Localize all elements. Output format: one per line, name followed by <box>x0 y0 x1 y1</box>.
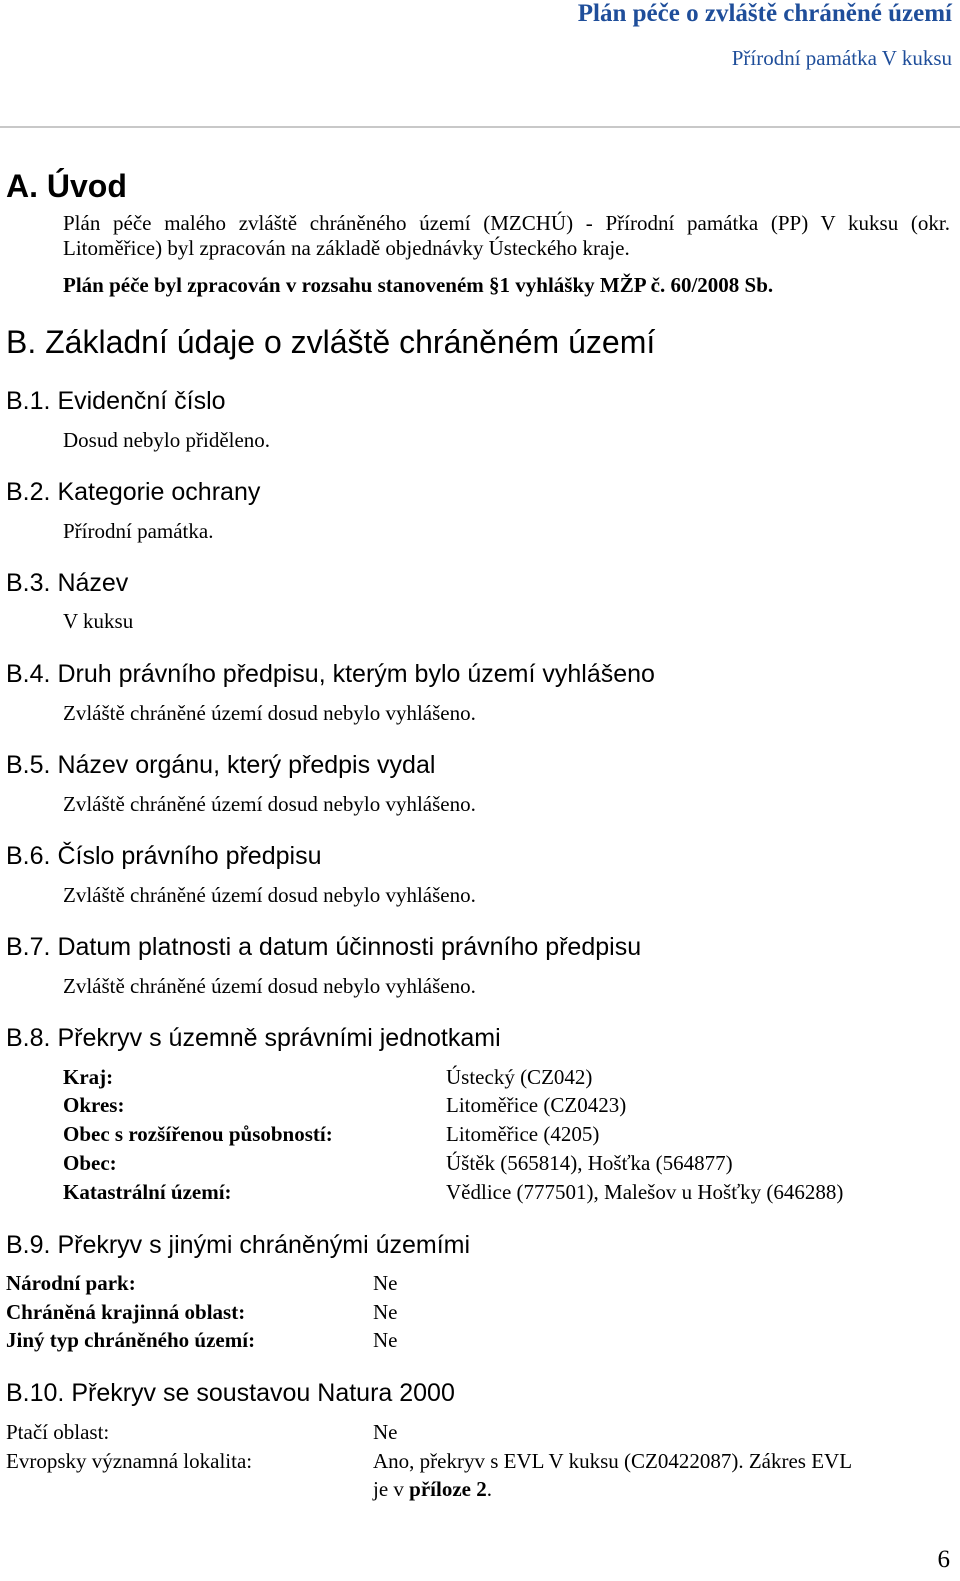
b9-value-chko: Ne <box>373 1300 398 1324</box>
b1-text: Dosud nebylo přiděleno. <box>63 428 271 452</box>
page-number: 6 <box>937 1546 950 1573</box>
b8-value-obec: Úštěk (565814), Hošťka (564877) <box>446 1151 733 1175</box>
b6-number: B.6. <box>6 842 51 870</box>
section-b-heading: B. Základní údaje o zvláště chráněném území <box>6 324 656 360</box>
b7-number: B.7. <box>6 933 51 961</box>
b8-label-orp: Obec s rozšířenou působností: <box>63 1122 333 1146</box>
b5-number: B.5. <box>6 751 51 779</box>
b7-text: Zvláště chráněné území dosud nebylo vyhlášeno. <box>63 974 476 998</box>
b10-heading <box>6 1379 455 1408</box>
b1-number: B.1. <box>6 387 51 415</box>
b10-value-po: Ne <box>373 1420 398 1444</box>
document-header-subtitle: Přírodní památka V kuksu <box>731 46 952 70</box>
b10-evl-attachment-ref: příloze 2 <box>409 1477 487 1501</box>
b8-value-okres: Litoměřice (CZ0423) <box>446 1093 627 1117</box>
b2-title: Kategorie ochrany <box>57 478 261 506</box>
b3-title: Název <box>57 569 129 597</box>
b10-number: B.10. <box>6 1379 65 1407</box>
b9-heading <box>6 1231 470 1260</box>
b1-heading <box>6 387 226 416</box>
b5-title: Název orgánu, který předpis vydal <box>57 751 436 779</box>
b9-title: Překryv s jinými chráněnými územími <box>57 1231 471 1259</box>
b9-label-np: Národní park: <box>6 1271 136 1295</box>
b7-title: Datum platnosti a datum účinnosti právního předpisu <box>57 933 642 961</box>
section-a-heading: A. Úvod <box>6 168 127 204</box>
b4-heading <box>6 660 655 689</box>
b10-title: Překryv se soustavou Natura 2000 <box>71 1379 455 1407</box>
b2-heading <box>6 478 260 507</box>
b10-evl-pre: je v <box>373 1477 410 1501</box>
b8-label-ku: Katastrální území: <box>63 1180 232 1204</box>
b9-number: B.9. <box>6 1231 51 1259</box>
b6-title: Číslo právního předpisu <box>57 842 322 870</box>
b8-label-obec: Obec: <box>63 1151 117 1175</box>
b8-value-kraj: Ústecký (CZ042) <box>446 1065 593 1089</box>
b5-text: Zvláště chráněné území dosud nebylo vyhlášeno. <box>63 792 476 816</box>
b5-heading <box>6 751 435 780</box>
b10-value-evl-continued <box>373 1477 492 1502</box>
b2-number: B.2. <box>6 478 51 506</box>
b8-label-kraj: Kraj: <box>63 1065 114 1089</box>
document-header-title: Plán péče o zvláště chráněné území <box>577 0 952 27</box>
b7-heading <box>6 933 641 962</box>
b4-text: Zvláště chráněné území dosud nebylo vyhlášeno. <box>63 701 476 725</box>
b8-value-orp: Litoměřice (4205) <box>446 1122 600 1146</box>
b4-number: B.4. <box>6 660 51 688</box>
b9-label-chko: Chráněná krajinná oblast: <box>6 1300 246 1324</box>
b8-title: Překryv s územně správními jednotkami <box>57 1024 501 1052</box>
b6-text: Zvláště chráněné území dosud nebylo vyhlášeno. <box>63 883 476 907</box>
header-divider <box>0 126 960 128</box>
section-a-paragraph: Plán péče malého zvláště chráněného území (MZCHÚ) - Přírodní památka (PP) V kuksu (okr. Litoměřice) byl zpracován na základě objednávky Ústeckého kraje. <box>63 211 950 260</box>
b9-value-jine: Ne <box>373 1328 398 1352</box>
b8-heading <box>6 1024 501 1053</box>
b1-title: Evidenční číslo <box>57 387 226 415</box>
b9-label-jine: Jiný typ chráněného území: <box>6 1328 256 1352</box>
b10-label-evl: Evropsky významná lokalita: <box>6 1449 253 1473</box>
b9-value-np: Ne <box>373 1271 398 1295</box>
b2-text: Přírodní památka. <box>63 519 214 543</box>
b8-label-okres: Okres: <box>63 1093 125 1117</box>
b6-heading <box>6 842 321 871</box>
b3-heading <box>6 569 128 598</box>
b10-value-evl: Ano, překryv s EVL V kuksu (CZ0422087). Zákres EVL <box>373 1449 853 1473</box>
b8-value-ku: Vědlice (777501), Malešov u Hošťky (646288) <box>446 1180 844 1204</box>
b10-evl-post: . <box>486 1477 492 1501</box>
b8-number: B.8. <box>6 1024 51 1052</box>
b4-title: Druh právního předpisu, kterým bylo území vyhlášeno <box>57 660 655 688</box>
b10-label-po: Ptačí oblast: <box>6 1420 110 1444</box>
b3-text: V kuksu <box>63 609 134 633</box>
section-a-paragraph-scope: Plán péče byl zpracován v rozsahu stanoveném §1 vyhlášky MŽP č. 60/2008 Sb. <box>63 273 774 297</box>
b3-number: B.3. <box>6 569 51 597</box>
